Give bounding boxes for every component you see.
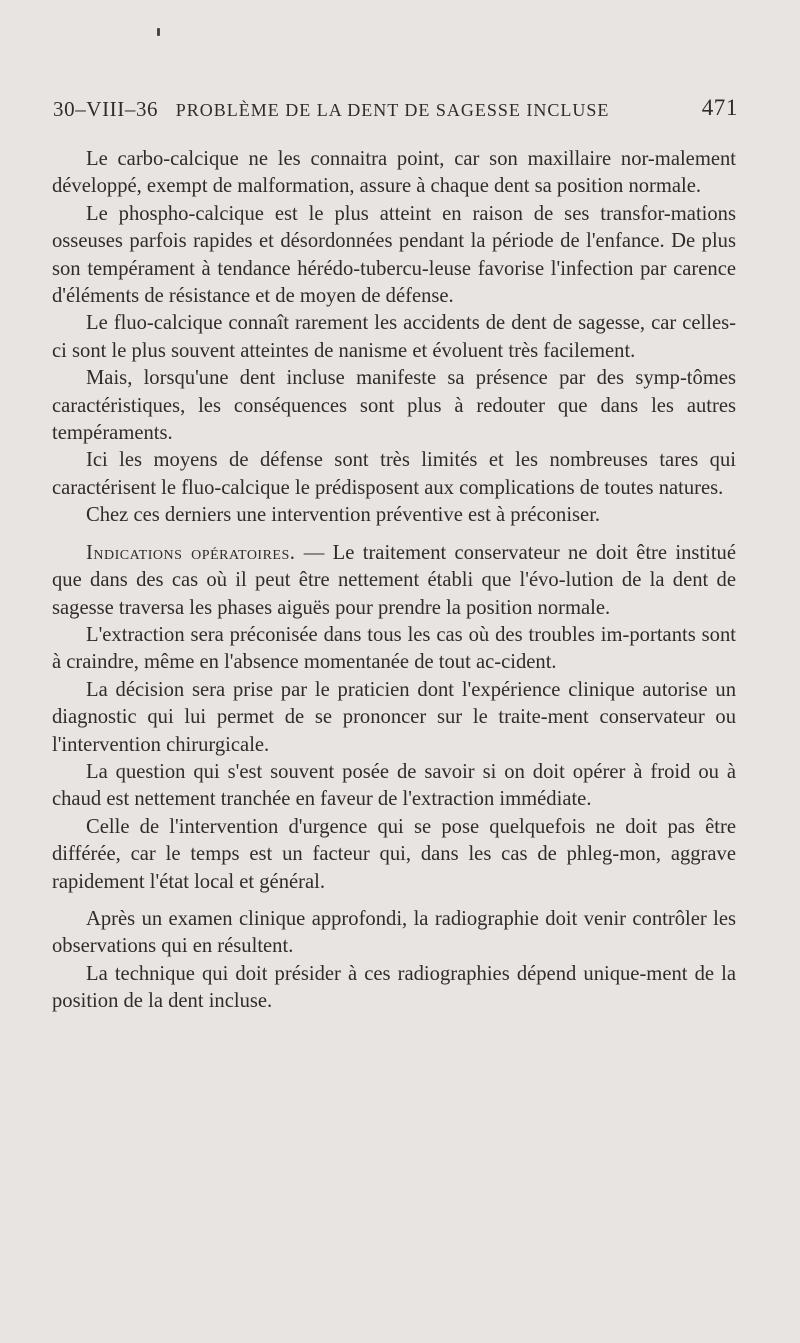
paragraph-symptomes: Mais, lorsqu'une dent incluse manifeste sa présence par des symp-tômes caractéristiques, les conséquences sont plus à redouter que dans les autres tempéraments.: [52, 367, 736, 445]
paragraph-extraction: L'extraction sera préconisée dans tous les cas où des troubles im-portants sont à craindre, même en l'absence momentanée de tout ac-cident.: [52, 623, 736, 674]
page-number: 471: [701, 95, 738, 120]
paragraph-defense: Ici les moyens de défense sont très limités et les nombreuses tares qui caractérisent le fluo-calcique le prédisposent aux complications de toutes natures.: [52, 449, 736, 499]
paragraph-carbo: Le carbo-calcique ne les connaitra point, car son maxillaire nor-malement développé, exempt de malformation, assure à chaque dent sa position normale.: [52, 148, 736, 198]
header-title: PROBLÈME DE LA DENT DE SAGESSE INCLUSE: [175, 100, 610, 120]
paragraph-phospho: Le phospho-calcique est le plus atteint en raison de ses transfor-mations osseuses parfois rapides et désordonnées pendant la période de l'enfance. De plus son tempérament à tendance hérédo-tubercu-leuse favorise l'infection par carence d'éléments de résistance et de moyen de défense.: [52, 202, 736, 308]
paragraph-fluo: Le fluo-calcique connaît rarement les accidents de dent de sagesse, car celles-ci sont le plus souvent atteintes de nanisme et évoluent très facilement.: [52, 312, 736, 362]
paragraph-technique: La technique qui doit présider à ces radiographies dépend unique-ment de la position de la dent incluse.: [52, 962, 736, 1013]
paragraph-examen: Après un examen clinique approfondi, la radiographie doit venir contrôler les observations qui en résultent.: [52, 907, 736, 958]
paragraph-preventive: Chez ces derniers une intervention préventive est à préconiser.: [86, 504, 601, 527]
header-date: 30–VIII–36: [53, 97, 159, 121]
section-indications: [52, 540, 736, 622]
paragraph-question: La question qui s'est souvent posée de savoir si on doit opérer à froid ou à chaud est nettement tranchée en faveur de l'extraction immédiate.: [52, 760, 736, 811]
paragraph-decision: La décision sera prise par le praticien dont l'expérience clinique autorise un diagnostic qui lui permet de se prononcer sur le traite-ment conservateur ou l'intervention chirurgicale.: [52, 678, 736, 756]
ink-speck: [157, 28, 160, 36]
section-lead: — Le traitement conservateur ne doit être institué que dans des cas où il peut être nettement établi que l'évo-lution de la dent de sagesse traversa les phases aiguës pour prendre la position normale.: [52, 541, 736, 619]
paragraph-urgence: Celle de l'intervention d'urgence qui se pose quelquefois ne doit pas être différée, car le temps est un facteur qui, dans les cas de phleg-mon, aggrave rapidement l'état local et général.: [52, 815, 736, 893]
running-header: [53, 95, 738, 129]
section-heading: Indications opératoires.: [86, 541, 296, 564]
page-body: [52, 146, 736, 1016]
header-left: [53, 97, 609, 122]
